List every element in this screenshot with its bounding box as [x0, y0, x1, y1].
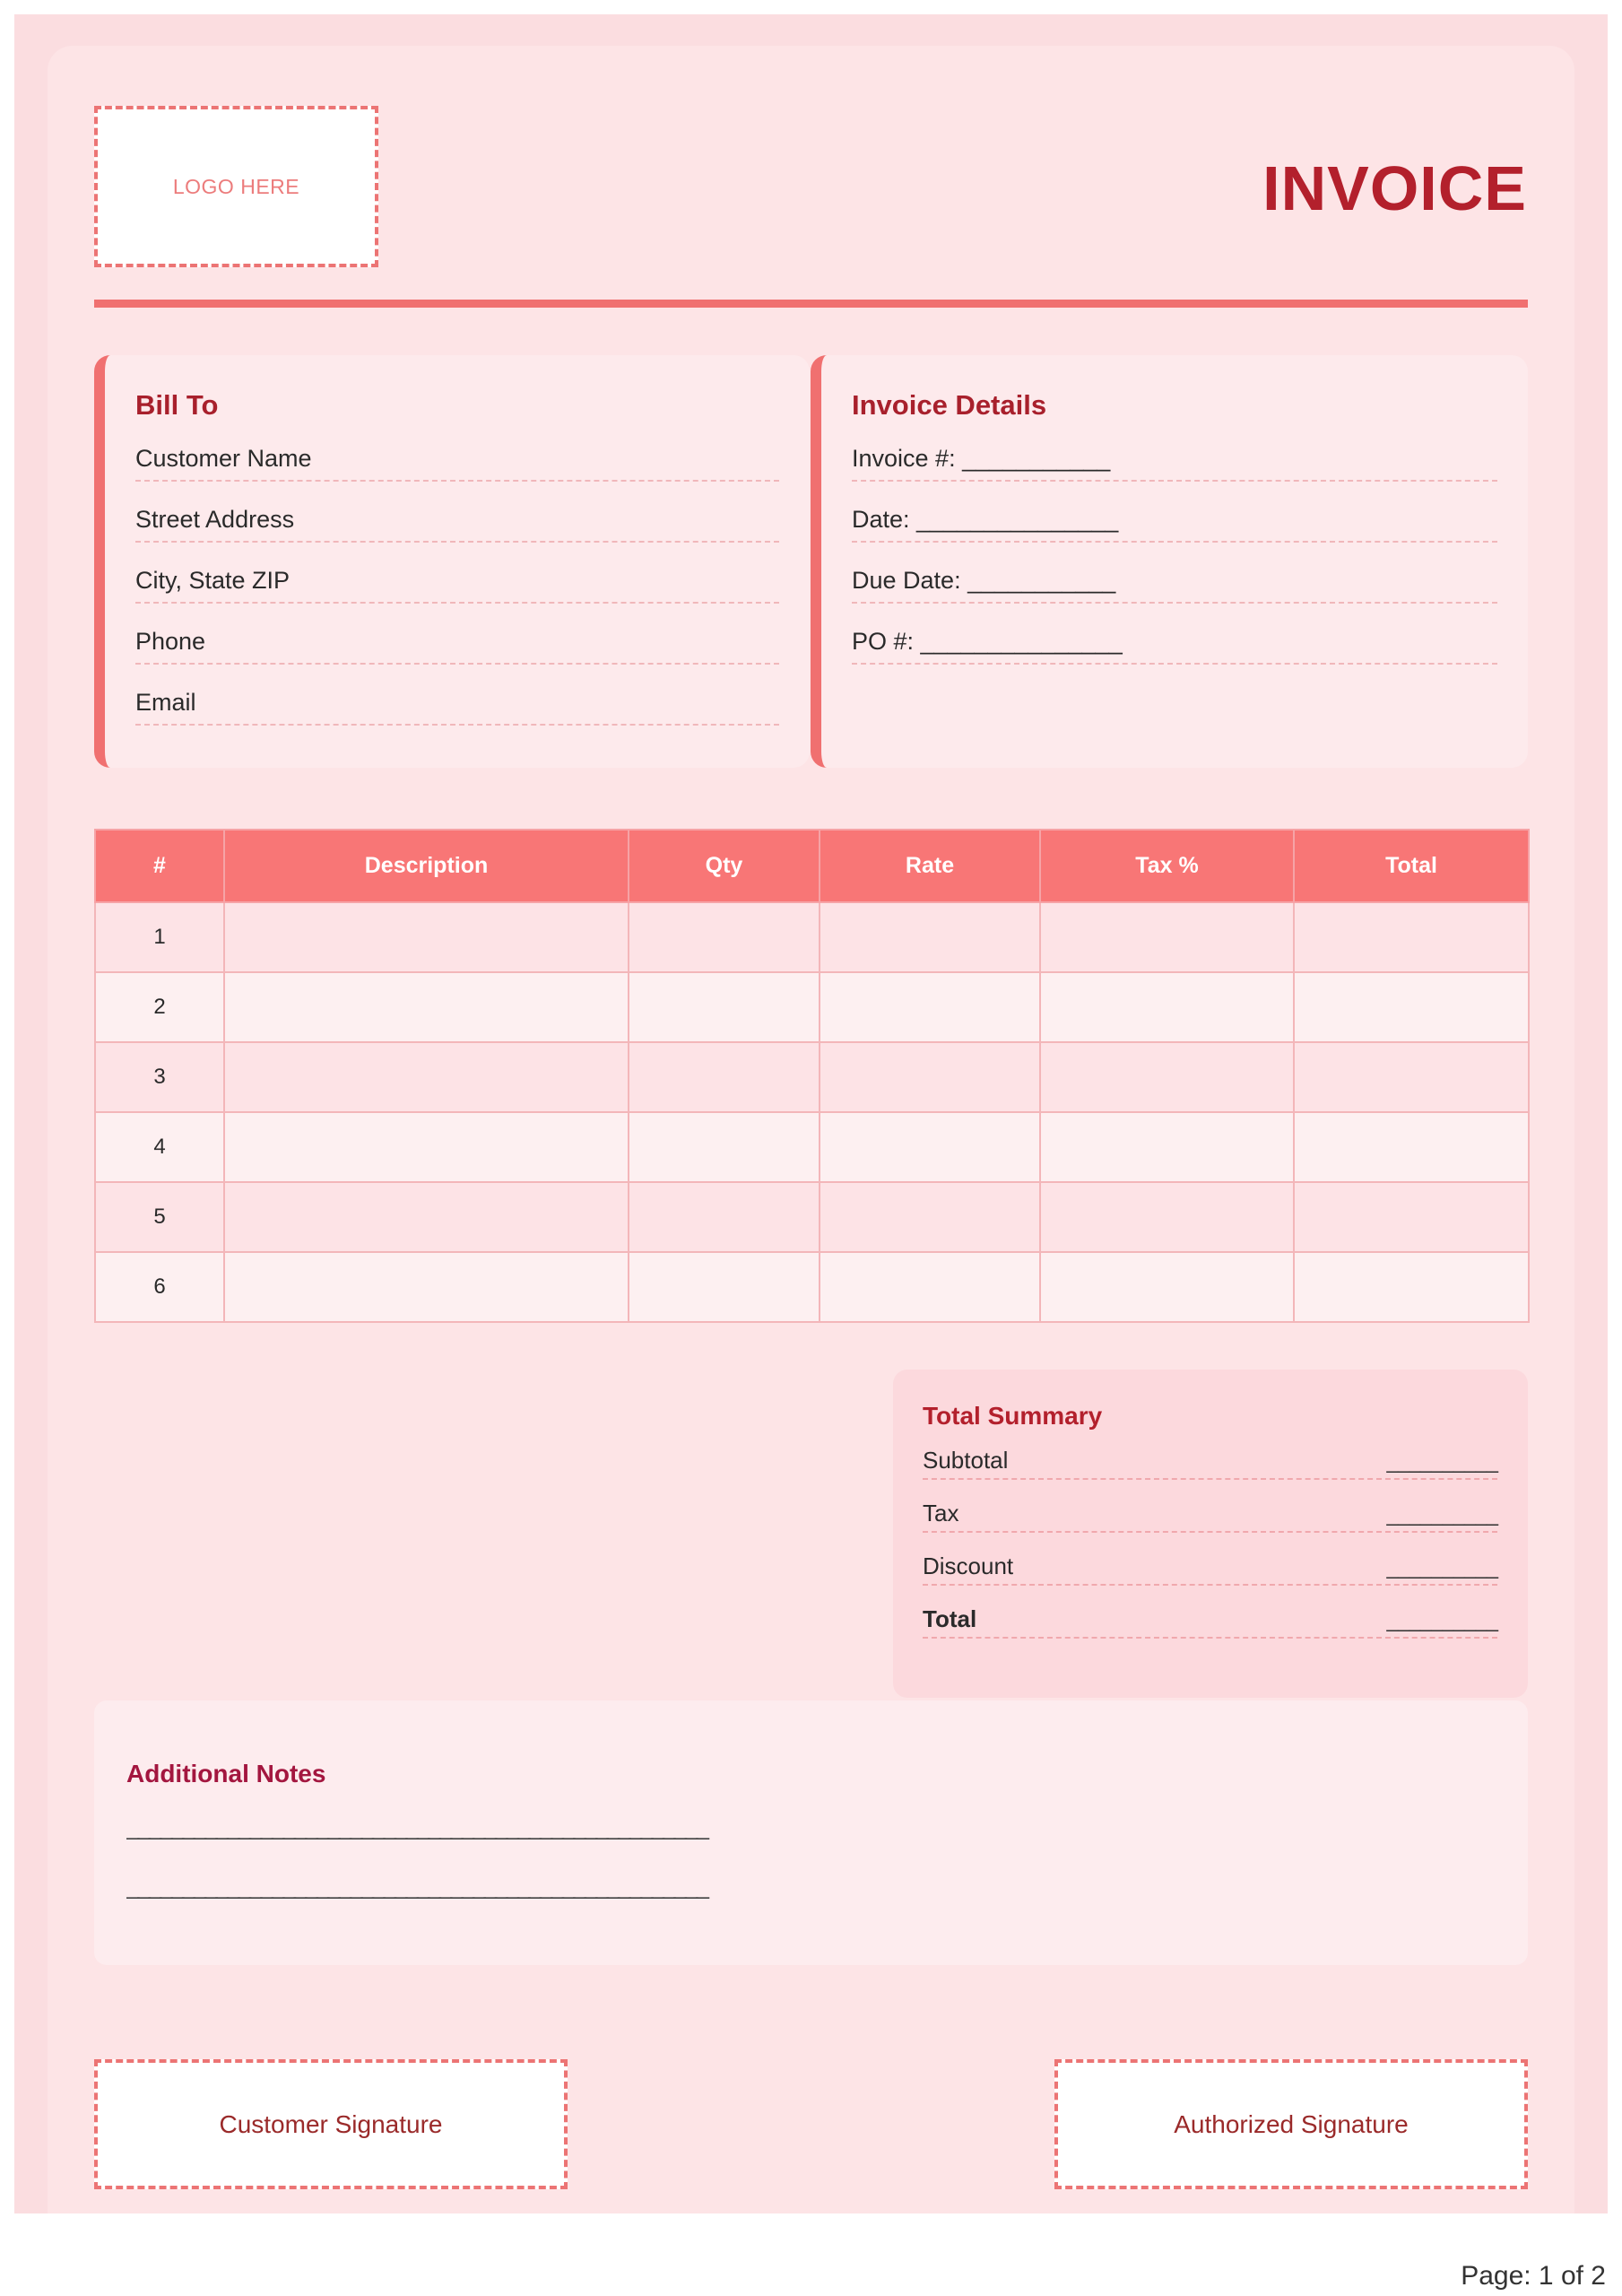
logo-placeholder-label: LOGO HERE [172, 174, 300, 198]
cell-qty[interactable] [629, 972, 820, 1042]
cell-description[interactable] [224, 1112, 629, 1182]
invoice-date-field[interactable]: Date: _______________ [852, 500, 1497, 543]
cell-tax[interactable] [1040, 972, 1294, 1042]
cell-qty[interactable] [629, 902, 820, 972]
column-header-number: # [95, 830, 224, 902]
column-header-total: Total [1294, 830, 1529, 902]
bill-to-city-state-zip[interactable]: City, State ZIP [135, 561, 779, 604]
invoice-po-field[interactable]: PO #: _______________ [852, 622, 1497, 665]
cell-total[interactable] [1294, 1182, 1529, 1252]
summary-label: Tax [923, 1500, 959, 1526]
page-title: INVOICE [1262, 153, 1527, 223]
table-row [95, 972, 1529, 1042]
bill-to-phone[interactable]: Phone [135, 622, 779, 665]
additional-notes-title: Additional Notes [126, 1760, 326, 1787]
invoice-details-title: Invoice Details [852, 389, 1047, 421]
summary-row-discount [923, 1544, 1497, 1586]
column-header-rate: Rate [820, 830, 1040, 902]
summary-row-total [923, 1596, 1497, 1639]
notes-line[interactable]: ____________________________________________________ [126, 1873, 707, 1900]
summary-row-subtotal [923, 1438, 1497, 1480]
summary-label: Total [923, 1605, 977, 1632]
cell-description[interactable] [224, 1252, 629, 1322]
bill-to-customer-name[interactable]: Customer Name [135, 439, 779, 482]
table-header-row [95, 830, 1529, 902]
bill-to-street-address[interactable]: Street Address [135, 500, 779, 543]
line-items-table [94, 829, 1530, 1323]
row-number: 3 [95, 1042, 224, 1112]
logo-placeholder [94, 106, 378, 267]
row-number: 5 [95, 1182, 224, 1252]
bill-to-email[interactable]: Email [135, 683, 779, 726]
total-summary-card [893, 1370, 1528, 1698]
bill-to-card [94, 355, 810, 768]
cell-rate[interactable] [820, 1042, 1040, 1112]
invoice-number-field[interactable]: Invoice #: ___________ [852, 439, 1497, 482]
table-row [95, 1252, 1529, 1322]
summary-label: Discount [923, 1552, 1014, 1579]
row-number: 4 [95, 1112, 224, 1182]
column-header-qty: Qty [629, 830, 820, 902]
cell-total[interactable] [1294, 1042, 1529, 1112]
authorized-signature-box[interactable] [1054, 2059, 1528, 2189]
table-row [95, 1042, 1529, 1112]
summary-label: Subtotal [923, 1447, 1009, 1474]
column-header-description: Description [224, 830, 629, 902]
cell-description[interactable] [224, 1042, 629, 1112]
cell-qty[interactable] [629, 1112, 820, 1182]
cell-total[interactable] [1294, 902, 1529, 972]
cell-tax[interactable] [1040, 1042, 1294, 1112]
cell-rate[interactable] [820, 1182, 1040, 1252]
column-header-tax: Tax % [1040, 830, 1294, 902]
invoice-due-date-field[interactable]: Due Date: ___________ [852, 561, 1497, 604]
invoice-details-card [811, 355, 1528, 768]
cell-qty[interactable] [629, 1042, 820, 1112]
cell-qty[interactable] [629, 1252, 820, 1322]
header-divider [94, 300, 1528, 308]
notes-line[interactable]: ____________________________________________________ [126, 1813, 707, 1840]
row-number: 1 [95, 902, 224, 972]
table-row [95, 902, 1529, 972]
row-number: 2 [95, 972, 224, 1042]
customer-signature-label: Customer Signature [219, 2109, 443, 2138]
summary-value[interactable]: __________ [1386, 1502, 1497, 1526]
total-summary-title: Total Summary [923, 1402, 1103, 1430]
cell-rate[interactable] [820, 902, 1040, 972]
summary-value[interactable]: __________ [1386, 1555, 1497, 1579]
cell-tax[interactable] [1040, 1252, 1294, 1322]
cell-total[interactable] [1294, 1252, 1529, 1322]
summary-value[interactable]: __________ [1386, 1449, 1497, 1474]
cell-total[interactable] [1294, 972, 1529, 1042]
cell-rate[interactable] [820, 1112, 1040, 1182]
additional-notes-section [94, 1700, 1528, 1965]
bill-to-title: Bill To [135, 389, 219, 421]
table-row [95, 1182, 1529, 1252]
cell-total[interactable] [1294, 1112, 1529, 1182]
table-row [95, 1112, 1529, 1182]
cell-tax[interactable] [1040, 902, 1294, 972]
summary-row-tax [923, 1491, 1497, 1533]
cell-qty[interactable] [629, 1182, 820, 1252]
row-number: 6 [95, 1252, 224, 1322]
cell-description[interactable] [224, 972, 629, 1042]
page-number: Page: 1 of 2 [1461, 2261, 1606, 2291]
customer-signature-box[interactable] [94, 2059, 568, 2189]
cell-rate[interactable] [820, 972, 1040, 1042]
cell-description[interactable] [224, 1182, 629, 1252]
summary-value[interactable]: __________ [1386, 1608, 1497, 1632]
authorized-signature-label: Authorized Signature [1174, 2109, 1409, 2138]
cell-tax[interactable] [1040, 1182, 1294, 1252]
cell-description[interactable] [224, 902, 629, 972]
cell-rate[interactable] [820, 1252, 1040, 1322]
cell-tax[interactable] [1040, 1112, 1294, 1182]
